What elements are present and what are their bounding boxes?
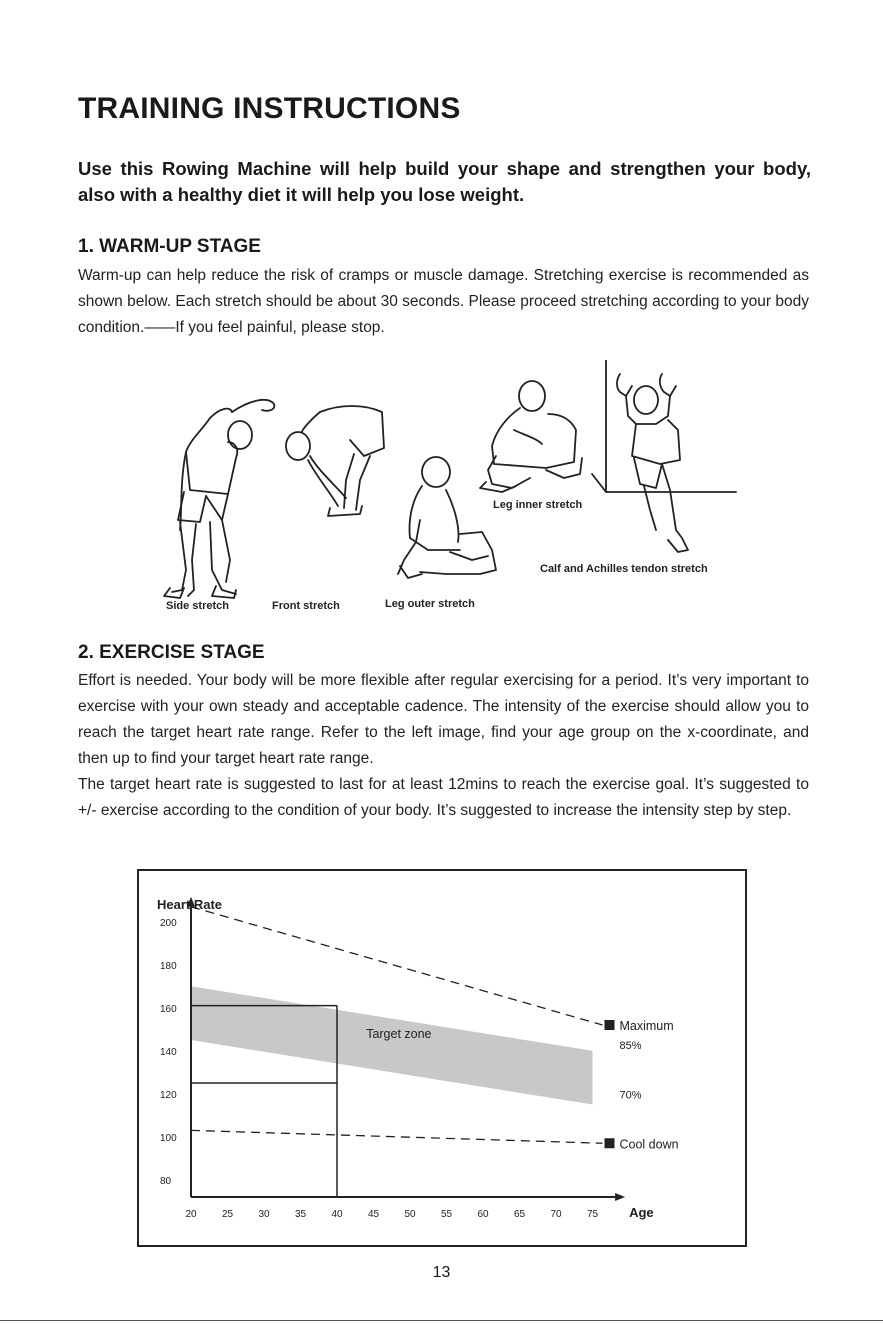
caption-calf-stretch: Calf and Achilles tendon stretch bbox=[540, 563, 708, 575]
x-tick-label: 45 bbox=[367, 1209, 380, 1220]
cool-down-marker bbox=[605, 1138, 615, 1148]
front-stretch-figure bbox=[286, 406, 384, 516]
leg-inner-stretch-figure bbox=[480, 381, 582, 492]
x-tick-label: 20 bbox=[185, 1209, 197, 1220]
target-zone-label: Target zone bbox=[366, 1026, 432, 1041]
side-stretch-figure bbox=[164, 400, 274, 598]
band-lower-label: 70% bbox=[619, 1089, 642, 1102]
x-tick-label: 60 bbox=[477, 1209, 489, 1220]
intro-text: Use this Rowing Machine will help build your shape and strengthen your body, also with a healthy diet it will help you lose weight. bbox=[78, 158, 811, 205]
y-tick-label: 200 bbox=[160, 917, 177, 929]
y-tick-label: 120 bbox=[160, 1089, 177, 1101]
leg-outer-stretch-figure bbox=[398, 457, 496, 578]
x-tick-label: 40 bbox=[331, 1209, 343, 1220]
y-tick-label: 80 bbox=[160, 1175, 172, 1187]
bottom-rule bbox=[0, 1320, 883, 1321]
caption-leg-inner-stretch: Leg inner stretch bbox=[493, 499, 583, 511]
y-axis-title: Heart Rate bbox=[157, 897, 223, 912]
maximum-marker bbox=[605, 1020, 615, 1030]
y-tick-label: 180 bbox=[160, 960, 177, 972]
warmup-text: Warm-up can help reduce the risk of cramps or muscle damage. Stretching exercise is recommended as shown below. Each stretch should be about 30 seconds. Please proceed stretching according to your body condition.——If you feel painful, please stop. bbox=[78, 267, 809, 336]
y-tick-label: 140 bbox=[160, 1046, 177, 1058]
x-tick-label: 65 bbox=[513, 1209, 526, 1220]
x-tick-label: 25 bbox=[221, 1209, 234, 1220]
x-axis-title: Age bbox=[629, 1205, 654, 1220]
y-tick-label: 160 bbox=[160, 1003, 177, 1015]
caption-front-stretch: Front stretch bbox=[272, 600, 340, 612]
x-tick-label: 75 bbox=[586, 1209, 599, 1220]
page-title: TRAINING INSTRUCTIONS bbox=[78, 92, 461, 125]
x-tick-label: 35 bbox=[294, 1209, 307, 1220]
band-upper-label: 85% bbox=[619, 1039, 642, 1052]
page-number: 13 bbox=[432, 1264, 451, 1281]
calf-stretch-figure bbox=[592, 360, 736, 552]
target-zone-band bbox=[191, 986, 593, 1104]
x-tick-label: 50 bbox=[404, 1209, 416, 1220]
exercise-text-2: The target heart rate is suggested to last for at least 12mins to reach the exercise goal. It’s suggested to +/- exercise according to the condition of your body. It’s suggested to increase the intensity step by step. bbox=[78, 776, 809, 819]
cool-down-label: Cool down bbox=[619, 1137, 679, 1152]
x-tick-label: 70 bbox=[550, 1209, 562, 1220]
y-tick-label: 100 bbox=[160, 1132, 177, 1144]
caption-side-stretch: Side stretch bbox=[166, 600, 229, 612]
x-tick-label: 30 bbox=[258, 1209, 270, 1220]
warmup-heading: 1. WARM-UP STAGE bbox=[78, 236, 261, 257]
cool-down-line bbox=[191, 1130, 603, 1143]
exercise-heading: 2. EXERCISE STAGE bbox=[78, 642, 265, 663]
caption-leg-outer-stretch: Leg outer stretch bbox=[385, 598, 475, 610]
maximum-label: Maximum bbox=[619, 1019, 674, 1033]
stretch-illustrations bbox=[150, 360, 750, 620]
heart-rate-chart bbox=[137, 869, 747, 1247]
exercise-text-1: Effort is needed. Your body will be more flexible after regular exercising for a period. It’s very important to exercise with your own steady and acceptable cadence. The intensity of the exercise should allow you to reach the target heart rate range. Refer to the left image, find your age group on the x-coordinate, and then up to find your target heart rate range. bbox=[78, 672, 809, 767]
x-axis-arrow bbox=[615, 1193, 625, 1201]
x-tick-label: 55 bbox=[440, 1209, 453, 1220]
